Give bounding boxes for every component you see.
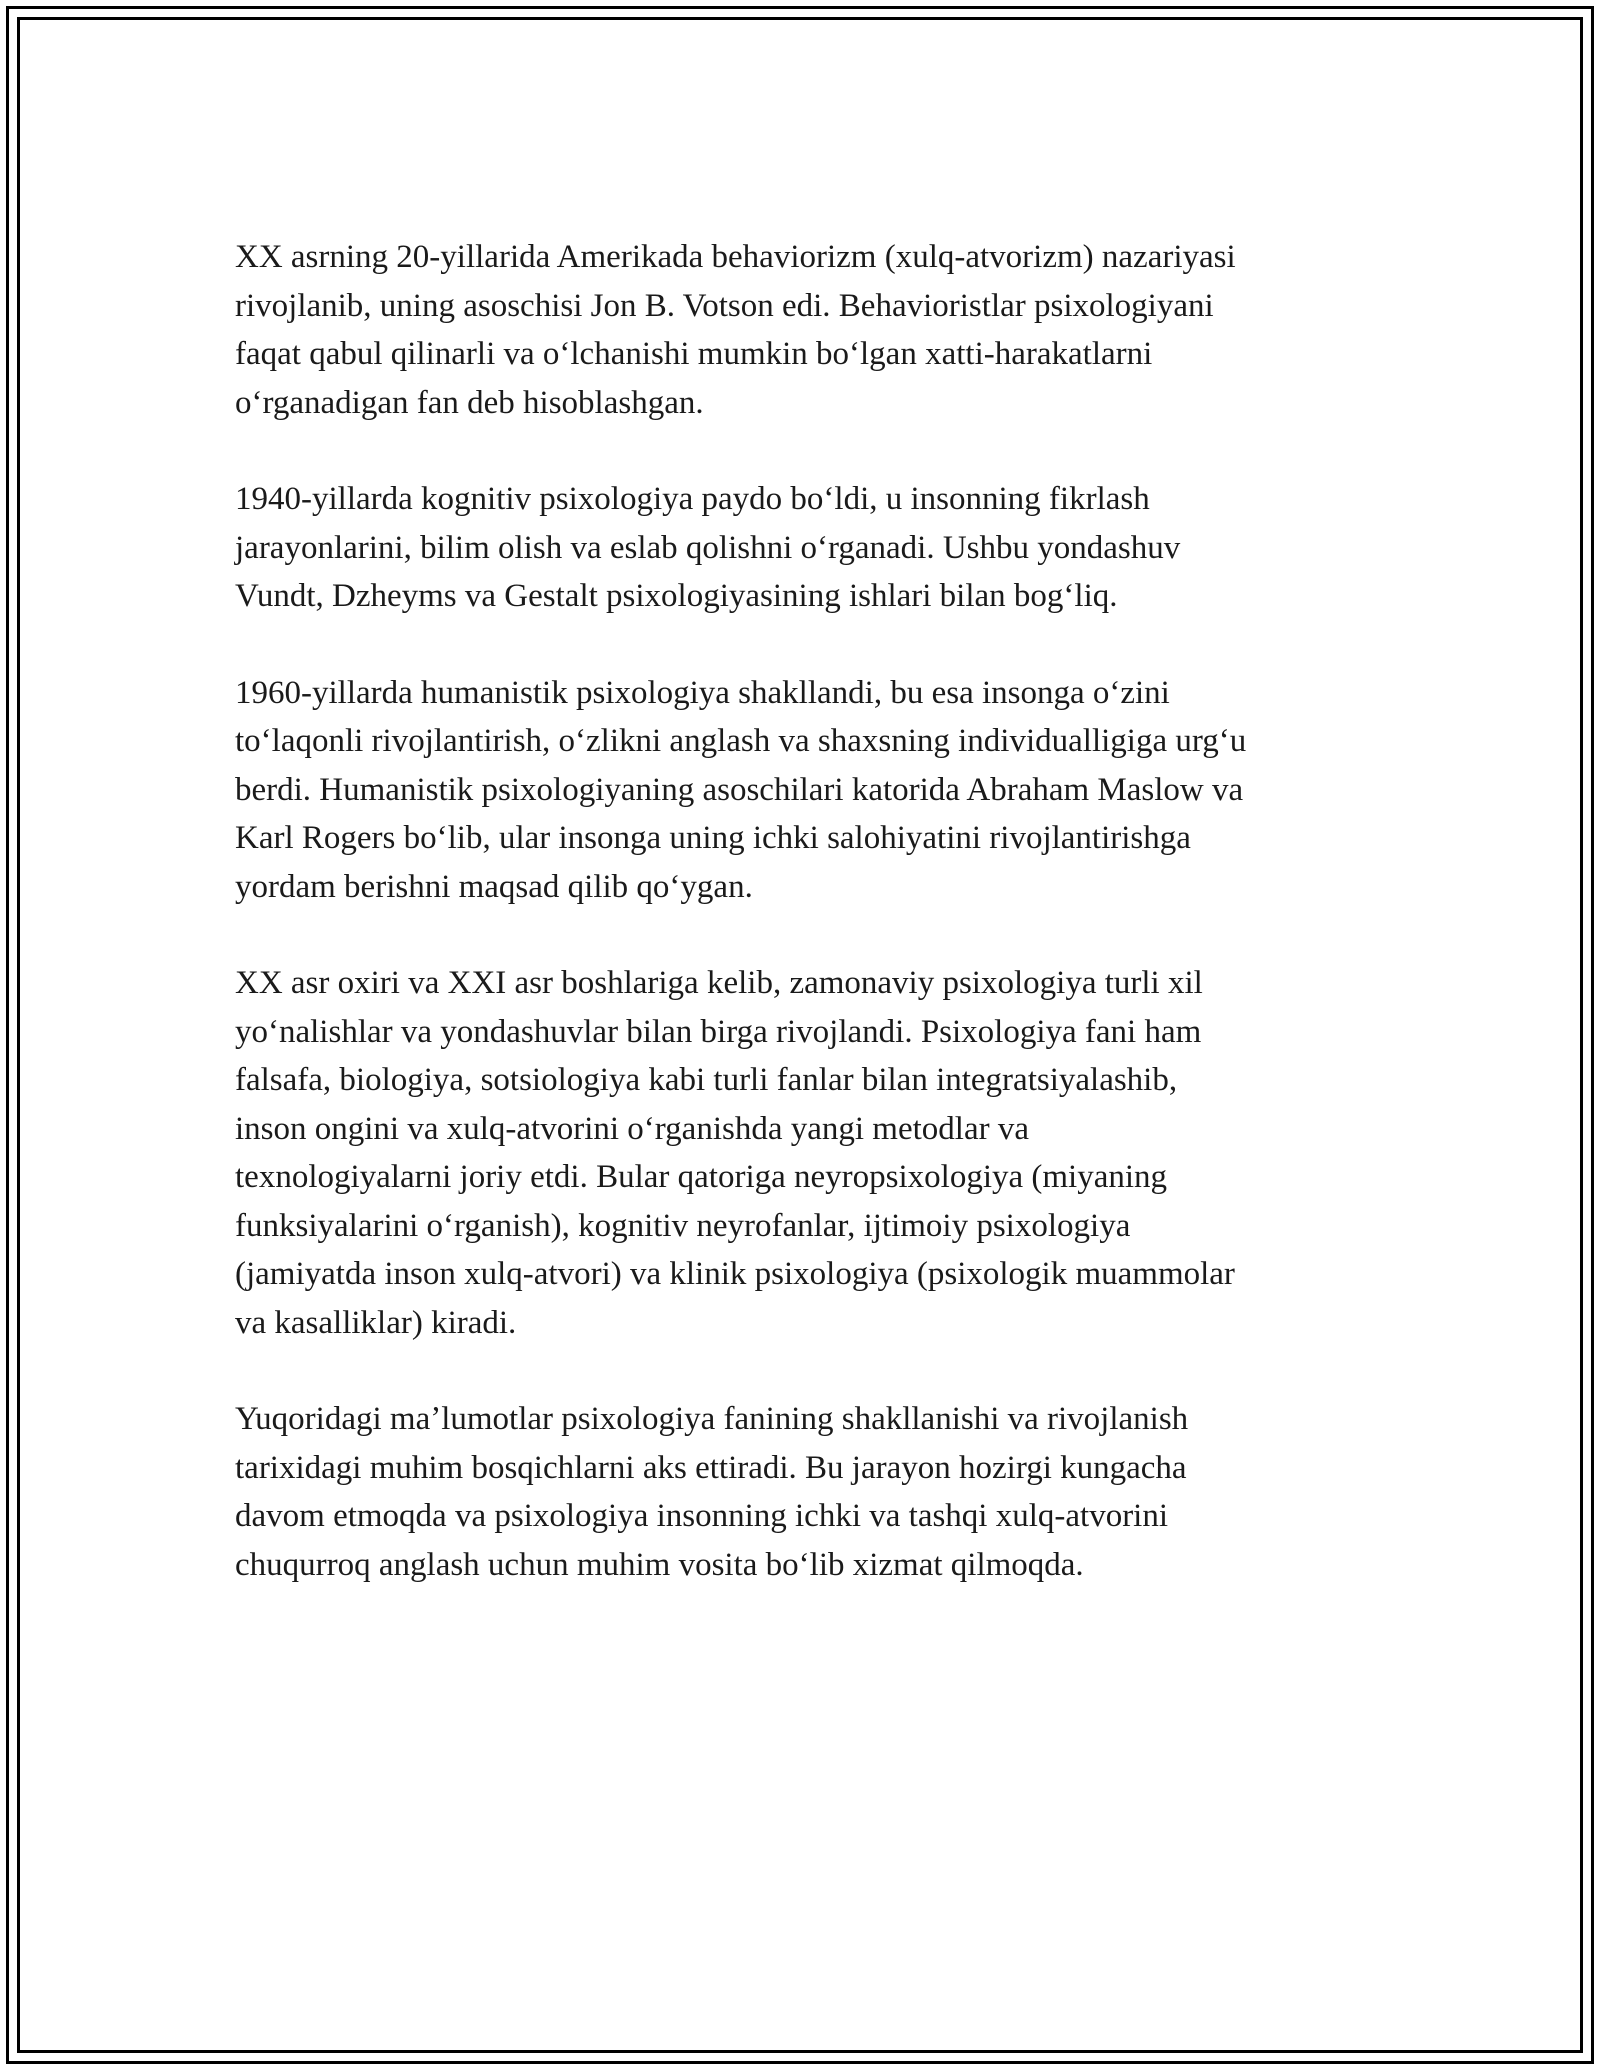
text-line: 1960-yillarda humanistik psixologiya shakllandi, bu esa insonga oʻzini	[235, 674, 1170, 711]
text-line: inson ongini va xulq-atvorini oʻrganishda yangi metodlar va	[235, 1110, 1029, 1147]
text-line: rivojlanib, uning asoschisi Jon B. Votson edi. Behavioristlar psixologiyani	[235, 287, 1214, 324]
text-line: jarayonlarini, bilim olish va eslab qolishni oʻrganadi. Ushbu yondashuv	[235, 529, 1181, 566]
text-line: berdi. Humanistik psixologiyaning asoschilari katorida Abraham Maslow va	[235, 771, 1244, 808]
text-line: davom etmoqda va psixologiya insonning ichki va tashqi xulq-atvorini	[235, 1498, 1169, 1534]
paragraph-humanistic	[235, 669, 1375, 912]
paragraph-cognitive	[235, 475, 1375, 621]
paragraph-conclusion	[235, 1395, 1375, 1589]
text-line: yoʻnalishlar va yondashuvlar bilan birga rivojlandi. Psixologiya fani ham	[235, 1013, 1202, 1050]
paragraph-modern	[235, 959, 1375, 1347]
text-line: va kasalliklar) kiradi.	[235, 1304, 517, 1341]
text-line: 1940-yillarda kognitiv psixologiya paydo boʻldi, u insonning fikrlash	[235, 481, 1150, 517]
text-line: XX asrning 20-yillarida Amerikada behaviorizm (xulq-atvorizm) nazariyasi	[235, 239, 1236, 275]
text-line: (jamiyatda inson xulq-atvori) va klinik psixologiya (psixologik muammolar	[235, 1256, 1235, 1292]
text-line: Karl Rogers boʻlib, ular insonga uning ichki salohiyatini rivojlantirishga	[235, 820, 1191, 856]
text-line: oʻrganadigan fan deb hisoblashgan.	[235, 384, 704, 421]
text-line: yordam berishni maqsad qilib qoʻygan.	[235, 868, 753, 905]
text-line: toʻlaqonli rivojlantirish, oʻzlikni anglash va shaxsning individualligiga urgʻu	[235, 723, 1247, 759]
text-line: Vundt, Dzheyms va Gestalt psixologiyasining ishlari bilan bogʻliq.	[235, 578, 1118, 614]
paragraph-behaviorism	[235, 233, 1375, 427]
text-line: funksiyalarini oʻrganish), kognitiv neyrofanlar, ijtimoiy psixologiya	[235, 1207, 1131, 1244]
text-line: XX asr oxiri va XXI asr boshlariga kelib, zamonaviy psixologiya turli xil	[235, 965, 1203, 1001]
text-line: tarixidagi muhim bosqichlarni aks ettiradi. Bu jarayon hozirgi kungacha	[235, 1449, 1187, 1486]
document-body	[235, 233, 1375, 1637]
text-line: chuqurroq anglash uchun muhim vosita boʻlib xizmat qilmoqda.	[235, 1546, 1084, 1583]
text-line: Yuqoridagi maʼlumotlar psixologiya fanining shakllanishi va rivojlanish	[235, 1401, 1189, 1437]
text-line: falsafa, biologiya, sotsiologiya kabi turli fanlar bilan integratsiyalashib,	[235, 1062, 1178, 1098]
text-line: texnologiyalarni joriy etdi. Bular qatoriga neyropsixologiya (miyaning	[235, 1159, 1168, 1195]
text-line: faqat qabul qilinarli va oʻlchanishi mumkin boʻlgan xatti-harakatlarni	[235, 336, 1153, 372]
